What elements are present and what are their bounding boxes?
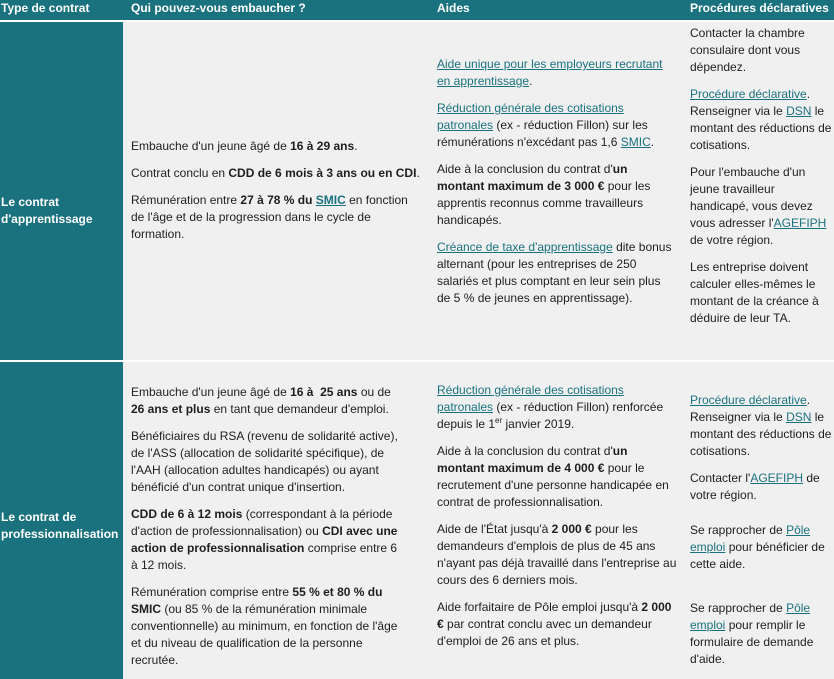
emphasis-text: 2 000 € [437, 600, 672, 631]
inline-link[interactable]: DSN [786, 104, 812, 118]
header-type-contrat: Type de contrat [1, 1, 90, 15]
aides-cell-professionnalisation [437, 382, 677, 660]
inline-link[interactable]: Réduction générale des cotisations patronales [437, 101, 624, 132]
qui-cell-apprentissage [131, 138, 424, 253]
type-label-line1: Le contrat [1, 195, 60, 209]
aide-paragraph[interactable]: Réduction générale des cotisations patronales (ex - réduction Fillon) renforcée depuis le 1er janvier 2019. [437, 383, 664, 431]
procedure-paragraph[interactable]: Se rapprocher de Pôle emploi pour remplir le formulaire de demande d'aide. [690, 601, 814, 666]
inline-link[interactable]: Pôle emploi [690, 601, 811, 632]
inline-link[interactable]: AGEFIPH [773, 216, 827, 230]
procedure-paragraph: Contacter la chambre consulaire dont vous dépendez. [690, 26, 805, 74]
emphasis-text: un montant maximum de 4 000 € [437, 444, 628, 475]
procedure-paragraph[interactable]: Procédure déclarative. Renseigner via le DSN le montant des réductions de cotisations. [690, 87, 832, 152]
superscript-text: er [495, 416, 503, 425]
row-type-apprentissage [0, 22, 123, 360]
aide-paragraph: Aide forfaitaire de Pôle emploi jusqu'à 2 000 € par contrat conclu avec un demandeur d'emploi de 26 ans et plus. [437, 600, 672, 648]
procedure-paragraph[interactable]: Contacter l'AGEFIPH de votre région. [690, 471, 820, 502]
inline-link[interactable]: SMIC [620, 135, 651, 149]
type-label-line1: Le contrat de [1, 510, 77, 524]
procedure-paragraph: Les entreprise doivent calculer elles-mêmes le montant de la créance à déduire de leur TA. [690, 260, 819, 325]
emphasis-text: un montant maximum de 3 000 € [437, 162, 628, 193]
procedures-cell-professionnalisation [690, 392, 834, 678]
qui-paragraph: Rémunération entre 27 à 78 % du SMIC en fonction de l'âge et de la progression dans le cycle de formation. [131, 193, 408, 241]
qui-paragraph: Embauche d'un jeune âgé de 16 à 25 ans ou de 26 ans et plus en tant que demandeur d'emploi. [131, 385, 391, 416]
aides-cell-apprentissage [437, 56, 677, 317]
header-procedures: Procédures déclaratives [690, 1, 829, 15]
inline-link[interactable]: Réduction générale des cotisations patronales [437, 383, 624, 414]
qui-paragraph: CDD de 6 à 12 mois (correspondant à la période d'action de professionnalisation) ou CDI avec une action de professionnalisation comprise entre 6 à 12 mois. [131, 507, 398, 572]
inline-link[interactable]: Aide unique pour les employeurs recrutant en apprentissage [437, 57, 663, 88]
emphasis-text: 16 à 25 ans [290, 385, 358, 399]
aide-paragraph: Aide de l'État jusqu'à 2 000 € pour les demandeurs d'emplois de plus de 45 ans n'ayant pas déjà travaillé dans l'entreprise au cours des 6 derniers mois. [437, 522, 677, 587]
type-label-line2: professionnalisation [1, 527, 119, 541]
aide-paragraph[interactable]: Créance de taxe d'apprentissage dite bonus alternant (pour les entreprises de 250 salariés et plus comptant en leur sein plus de 5 % de jeunes en apprentissage). [437, 240, 672, 305]
emphasis-text: CDD de 6 mois à 3 ans ou en CDI [228, 166, 417, 180]
header-qui-embaucher: Qui pouvez-vous embaucher ? [131, 1, 306, 15]
qui-paragraph: Embauche d'un jeune âgé de 16 à 29 ans. [131, 139, 358, 153]
inline-link[interactable]: Pôle emploi [690, 523, 811, 554]
header-aides: Aides [437, 1, 470, 15]
emphasis-text: 2 000 € [551, 522, 592, 536]
inline-link[interactable]: Procédure déclarative [690, 393, 807, 407]
procedure-paragraph[interactable]: Se rapprocher de Pôle emploi pour bénéficier de cette aide. [690, 523, 825, 571]
qui-cell-professionnalisation [131, 384, 401, 679]
emphasis-text: CDI avec une action de professionnalisation [131, 524, 398, 555]
type-label-line2: d'apprentissage [1, 212, 93, 226]
aide-paragraph[interactable]: Réduction générale des cotisations patronales (ex - réduction Fillon) sur les rémunérations n'excédant pas 1,6 SMIC. [437, 101, 655, 149]
inline-link[interactable]: SMIC [315, 193, 346, 207]
inline-link[interactable]: AGEFIPH [750, 471, 804, 485]
table-header [0, 0, 834, 20]
qui-paragraph: Rémunération comprise entre 55 % et 80 % du SMIC (ou 85 % de la rémunération minimale conventionnelle) au minimum, en fonction de l'âge et du niveau de qualification de la personne recrutée. [131, 585, 398, 667]
inline-link[interactable]: DSN [786, 410, 812, 424]
emphasis-text: 26 ans et plus [131, 402, 211, 416]
aide-paragraph: Aide à la conclusion du contrat d'un montant maximum de 4 000 € pour le recrutement d'une personne handicapée en contrat de professionnalisation. [437, 444, 669, 509]
emphasis-text: 16 à 29 ans [290, 139, 355, 153]
emphasis-text: 27 à 78 % du SMIC [240, 193, 346, 207]
emphasis-text: CDD de 6 à 12 mois [131, 507, 243, 521]
row-type-professionnalisation [0, 362, 123, 679]
inline-link[interactable]: Créance de taxe d'apprentissage [437, 240, 613, 254]
qui-paragraph: Bénéficiaires du RSA (revenu de solidarité active), de l'ASS (allocation de solidarité spécifique), de l'AAH (allocation adultes handicapés) ou ayant bénéficié d'un contrat unique d'insertion. [131, 429, 398, 494]
emphasis-text: 55 % et 80 % du SMIC [131, 585, 383, 616]
inline-link[interactable]: Procédure déclarative [690, 87, 807, 101]
procedure-paragraph[interactable]: Pour l'embauche d'un jeune travailleur handicapé, vous devez vous adresser l'AGEFIPH de votre région. [690, 165, 827, 247]
aide-paragraph[interactable]: Aide unique pour les employeurs recrutant en apprentissage. [437, 57, 663, 88]
qui-paragraph: Contrat conclu en CDD de 6 mois à 3 ans ou en CDI. [131, 166, 420, 180]
procedures-cell-apprentissage [690, 25, 834, 337]
aide-paragraph: Aide à la conclusion du contrat d'un montant maximum de 3 000 € pour les apprentis reconnus comme travailleurs handicapés. [437, 162, 651, 227]
procedure-paragraph[interactable]: Procédure déclarative. Renseigner via le DSN le montant des réductions de cotisations. [690, 393, 832, 458]
